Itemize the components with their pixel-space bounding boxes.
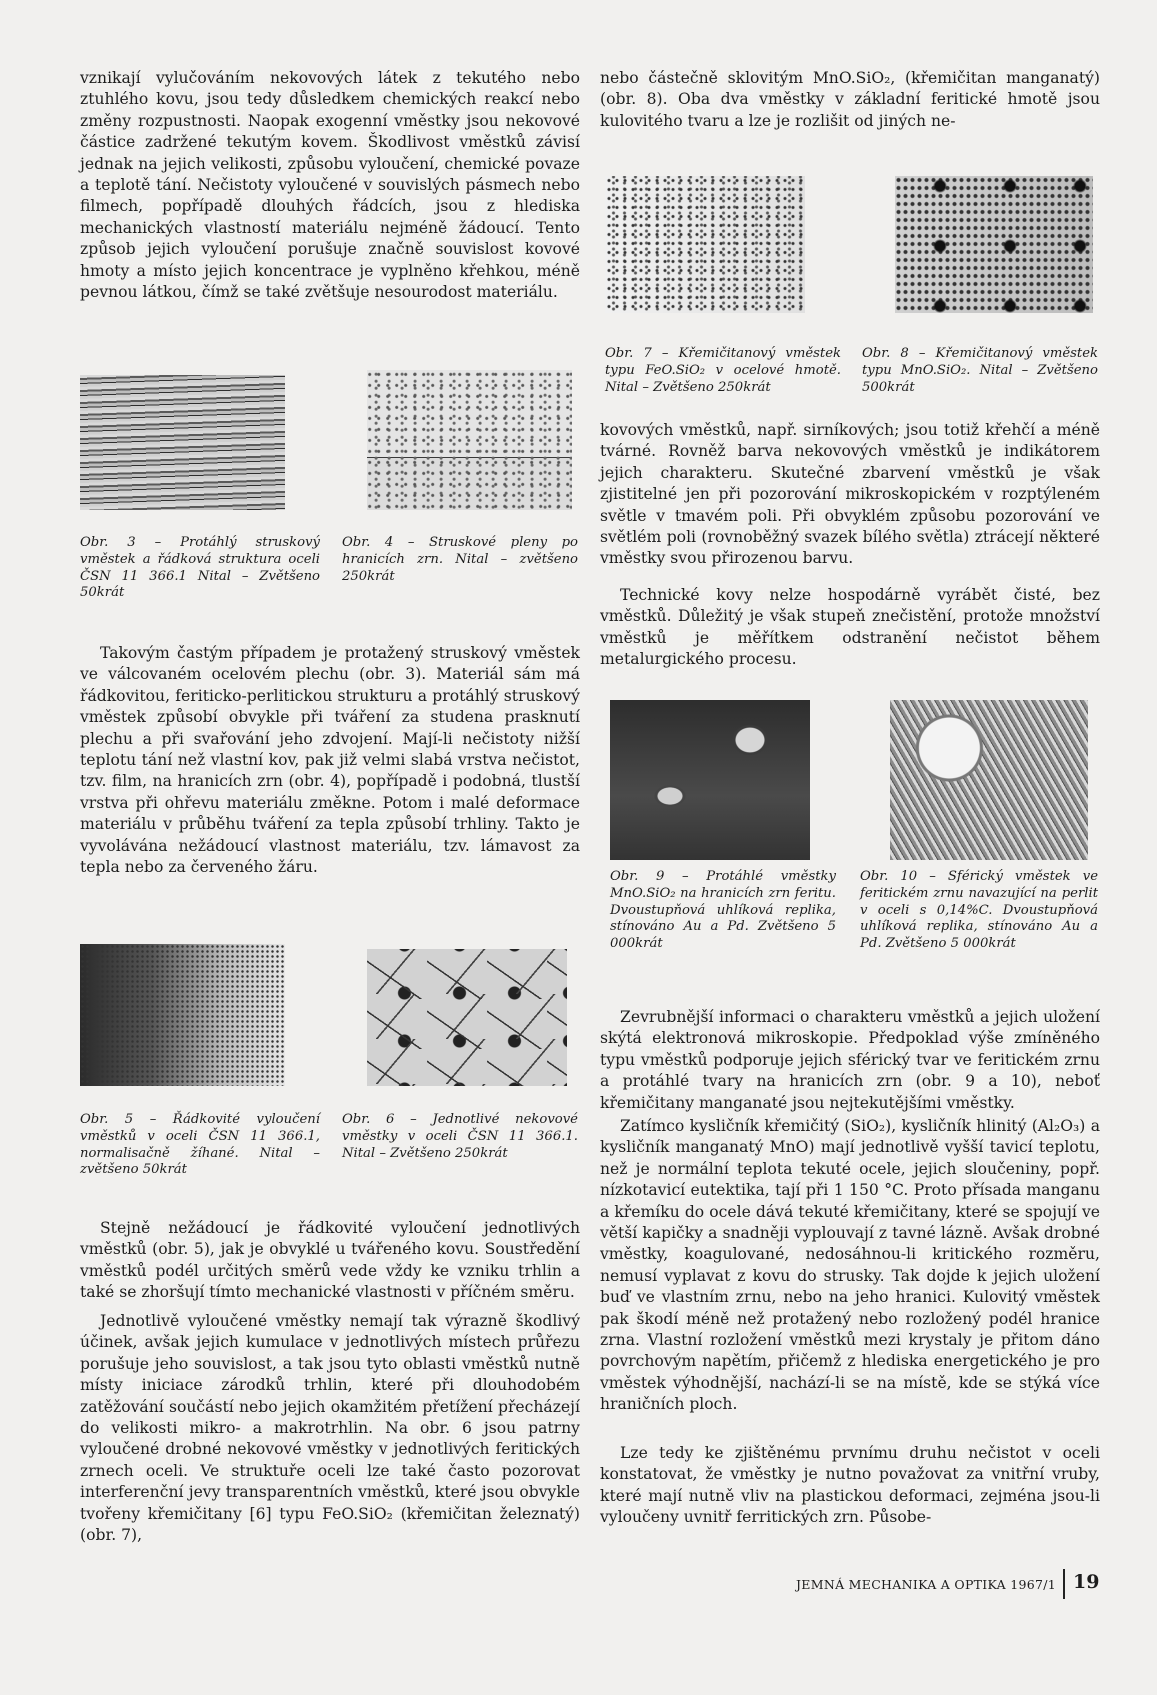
figure-8-photo — [895, 176, 1093, 313]
figure-6-caption: Obr. 6 – Jednotlivé nekovové vměstky v oceli ČSN 11 366.1. Nital – Zvětšeno 250krát — [342, 1112, 578, 1161]
figure-8-caption: Obr. 8 – Křemičitanový vměstek typu MnO.SiO₂. Nital – Zvětšeno 500krát — [862, 346, 1098, 395]
right-paragraph-6: Lze tedy ke zjištěnému prvnímu druhu nečistot v oceli konstatovat, že vměstky je nutno považovat za vnitřní vruby, které mají nutně vliv na plastickou deformaci, zejména jsou-li vyloučeny uvnitř ferritických zrn. Působe- — [600, 1444, 1100, 1527]
paragraph — [600, 1443, 1100, 1529]
figure-5-caption: Obr. 5 – Řádkovité vyloučení vměstků v oceli ČSN 11 366.1, normalisačně žíhané. Nital – zvětšeno 50krát — [80, 1112, 320, 1178]
paragraph — [600, 420, 1100, 570]
right-paragraph-2: kovových vměstků, např. sirníkových; jsou totiž křehčí a méně tvárné. Rovněž barva nekovových vměstků je indikátorem jejich charakteru. Skutečné zbarvení vměstků je však zjistitelné jen při pozorování mikroskopickém v rozptýleném světle v tmavém poli. Při obvyklém způsobu pozorování ve světlém poli (rovnoběžný svazek bílého světla) ztrácejí některé vměstky svou přirozenou barvu. — [600, 421, 1100, 568]
page-number: 19 — [1073, 1571, 1100, 1593]
figure-10-photo — [890, 700, 1088, 860]
left-paragraph-3: Stejně nežádoucí je řádkovité vyloučení jednotlivých vměstků (obr. 5), jak je obvyklé u tvářeného kovu. Soustředění vměstků podél určitých směrů vede vždy ke vzniku trhlin a také se zhoršují tímto mechanické vlastnosti v příčném směru. — [80, 1219, 580, 1302]
figure-6-photo — [367, 949, 567, 1086]
paragraph — [600, 1116, 1100, 1416]
figure-3-caption: Obr. 3 – Protáhlý struskový vměstek a řádková struktura oceli ČSN 11 366.1 Nital – Zvětšeno 50krát — [80, 535, 320, 601]
figure-5-photo — [80, 944, 285, 1086]
paragraph — [80, 68, 580, 303]
left-paragraph-2: Takovým častým případem je protažený struskový vměstek ve válcovaném ocelovém plechu (obr. 3). Materiál sám má řádkovitou, feriticko-perlitickou strukturu a protáhlý struskový vměstek způsobí obvykle při tváření za studena prasknutí plechu a při svařování jeho zdvojení. Mají-li nečistoty nižší teplotu tání než vlastní kov, pak již velmi slabá vrstva nečistot, tzv. film, na hranicích zrn (obr. 4), popřípadě i podobná, tlustší vrstva při ohřevu materiálu změkne. Potom i malé deformace materiálu v průběhu tváření za tepla způsobí trhliny. Takto je vyvolávána nežádoucí vlastnost materiálu, tzv. lámavost za tepla nebo za červeného žáru. — [80, 644, 580, 877]
right-paragraph-3: Technické kovy nelze hospodárně vyrábět čisté, bez vměstků. Důležitý je však stupeň znečistění, protože množství vměstků je měřítkem odstranění nečistot během metalurgického procesu. — [600, 586, 1100, 669]
right-paragraph-1: nebo částečně sklovitým MnO.SiO₂, (křemičitan manganatý) (obr. 8). Oba dva vměstky v základní feritické hmotě jsou kulovitého tvaru a lze je rozlišit od jiných ne- — [600, 69, 1100, 130]
left-paragraph-1: vznikají vylučováním nekovových látek z tekutého nebo ztuhlého kovu, jsou tedy důsledkem chemických reakcí nebo změny rozpustnosti. Naopak exogenní vměstky jsou nekovové částice zadržené tekutým kovem. Škodlivost vměstků závisí jednak na jejich velikosti, způsobu vyloučení, chemické povaze a teplotě tání. Nečistoty vyloučené v souvislých pásmech nebo filmech, popřípadě dlouhých řádcích, jsou z hlediska mechanických vlastností materiálu nejméně žádoucí. Tento způsob jejich vyloučení porušuje značně souvislost kovové hmoty a místo jejich koncentrace je vyplněno křehkou, méně pevnou látkou, čímž se také zvětšuje nesourodost materiálu. — [80, 69, 580, 302]
right-paragraph-4: Zevrubnější informaci o charakteru vměstků a jejich uložení skýtá elektronová mikroskopie. Předpoklad výše zmíněného typu vměstků podporuje jejich sférický tvar ve feritickém zrnu a protáhlé tvary na hranicích zrn (obr. 9 a 10), neboť křemičitany manganaté jsou nejtekutějšími vměstky. — [600, 1008, 1100, 1112]
figure-7-photo — [605, 176, 805, 313]
left-paragraph-4: Jednotlivě vyloučené vměstky nemají tak výrazně škodlivý účinek, avšak jejich kumulace v jednotlivých místech průřezu porušuje jeho souvislost, a tak jsou tyto oblasti vměstků nutně místy iniciace zárodků trhlin, které při dlouhodobém zatěžování součástí nebo jejich okamžitém přetížení přecházejí do velikosti mikro- a makrotrhlin. Na obr. 6 jsou patrny vyloučené drobné nekovové vměstky v jednotlivých feritických zrnech oceli. Ve struktuře oceli lze také často pozorovat interferenční jevy transparentních vměstků, které jsou obvykle tvořeny křemičitany [6] typu FeO.SiO₂ (křemičitan železnatý) (obr. 7), — [80, 1312, 580, 1545]
paragraph — [80, 1218, 580, 1304]
figure-10-caption: Obr. 10 – Sférický vměstek ve feritickém zrnu navazující na perlit v oceli s 0,14%C. Dvoustupňová uhlíková replika, stínováno Au a Pd. Zvětšeno 5 000krát — [860, 869, 1098, 952]
figure-9-caption: Obr. 9 – Protáhlé vměstky MnO.SiO₂ na hranicích zrn feritu. Dvoustupňová uhlíková replika, stínováno Au a Pd. Zvětšeno 5 000krát — [610, 869, 836, 952]
journal-footer: JEMNÁ MECHANIKA A OPTIKA 1967/1 — [796, 1577, 1057, 1592]
paragraph — [600, 1007, 1100, 1114]
figure-4-photo — [367, 370, 572, 510]
figure-3-photo — [80, 375, 285, 510]
paragraph — [600, 68, 1100, 132]
paragraph — [80, 1311, 580, 1546]
right-paragraph-5: Zatímco kysličník křemičitý (SiO₂), kysličník hlinitý (Al₂O₃) a kysličník manganatý MnO) mají jednotlivě vyšší tavicí teplotu, než je normální teplota tekuté ocele, jejich sloučeniny, popř. nízkotavicí eutektika, tají při 1 150 °C. Proto přísada manganu a křemíku do ocele dává tekuté křemičitany, které se spojují ve větší kapičky a snadněji vyplouvají z tavné lázně. Avšak drobné vměstky, koagulované, nedosáhnou-li kritického rozměru, nemusí vyplavat z kovu do strusky. Tak dojde k jejich uložení buď ve vlastním zrnu, nebo na jeho hranici. Kulovitý vměstek pak škodí méně než protažený nebo rozložený podél hranice zrna. Vlastní rozložení vměstků mezi krystaly je přitom dáno povrchovým napětím, přičemž z hlediska energetického je pro vměstek výhodnější, nachází-li se na místě, kde se stýká více hraničních ploch. — [600, 1117, 1100, 1414]
figure-7-caption: Obr. 7 – Křemičitanový vměstek typu FeO.SiO₂ v ocelové hmotě. Nital – Zvětšeno 250krát — [605, 346, 841, 395]
paragraph — [80, 643, 580, 878]
figure-4-caption: Obr. 4 – Struskové pleny po hranicích zrn. Nital – zvětšeno 250krát — [342, 535, 578, 584]
figure-9-photo — [610, 700, 810, 860]
paragraph — [600, 585, 1100, 671]
footer-divider — [1063, 1569, 1065, 1599]
